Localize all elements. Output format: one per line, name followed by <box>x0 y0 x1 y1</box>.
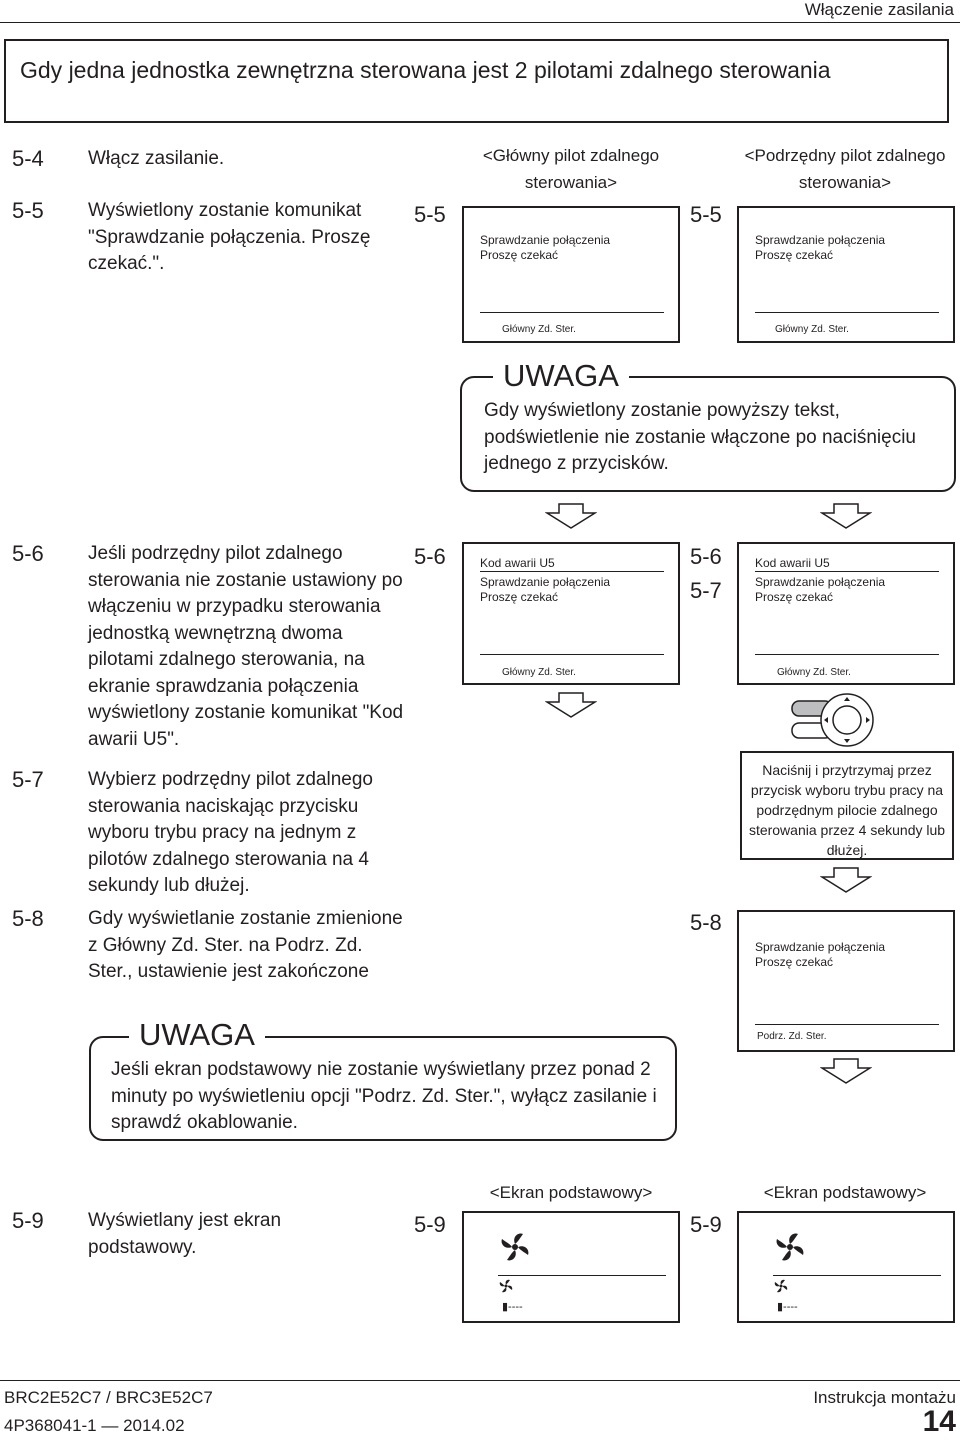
step-text: Wyświetlony zostanie komunikat "Sprawdzanie połączenia. Proszę czekać.". <box>88 200 371 274</box>
model-number: BRC2E52C7 / BRC3E52C7 <box>4 1388 213 1407</box>
diagram-step-number: 5-8 <box>690 910 722 935</box>
screen-footer: Podrz. Zd. Ster. <box>757 1031 827 1042</box>
step-number: 5-4 <box>12 146 44 171</box>
fan-level-indicator: ▮---- <box>777 1301 798 1313</box>
fan-icon <box>498 1230 532 1264</box>
screen-line: Proszę czekać <box>480 248 559 262</box>
remote-screen-basic-sub <box>737 1211 955 1323</box>
step-text: Gdy wyświetlanie zostanie zmienione z Główny Zd. Ster. na Podrz. Zd. Ster., ustawienie jest zakończone <box>88 908 403 982</box>
screen-divider <box>773 1275 941 1276</box>
step-number: 5-8 <box>12 906 44 931</box>
fan-small-icon <box>773 1278 789 1294</box>
screen-footer: Główny Zd. Ster. <box>775 324 849 335</box>
screen-line: Kod awarii U5 <box>755 556 830 570</box>
arrow-down-icon <box>545 692 597 719</box>
screen-footer: Główny Zd. Ster. <box>502 324 576 335</box>
arrow-down-icon <box>545 503 597 530</box>
basic-screen-label: <Ekran podstawowy> <box>489 1183 653 1202</box>
diagram-step-number: 5-5 <box>690 202 722 227</box>
page-number: 14 <box>922 1405 956 1438</box>
screen-divider <box>480 312 664 313</box>
document-id: 4P368041-1 — 2014.02 <box>4 1416 185 1435</box>
screen-line: Proszę czekać <box>755 590 834 604</box>
step-text: Wybierz podrzędny pilot zdalnego sterowania naciskając przycisku wyboru trybu pracy na jednym z pilotów zdalnego sterowania na 4 sekundy lub dłużej. <box>88 769 373 896</box>
remote-screen-main-checking <box>462 206 680 343</box>
screen-line: Kod awarii U5 <box>480 556 555 570</box>
footer-divider <box>0 1380 960 1381</box>
diagram-step-number: 5-9 <box>690 1212 722 1237</box>
screen-line: Sprawdzanie połączenia <box>755 233 886 247</box>
screen-footer: Główny Zd. Ster. <box>777 667 851 678</box>
fan-icon <box>773 1230 807 1264</box>
remote-screen-sub-checking <box>737 206 955 343</box>
fan-small-icon <box>498 1278 514 1294</box>
step-text: Wyświetlany jest ekran podstawowy. <box>88 1210 282 1258</box>
diagram-step-number: 5-6 <box>414 544 446 569</box>
screen-line: Proszę czekać <box>755 955 834 969</box>
arrow-down-icon <box>820 1058 872 1085</box>
screen-divider <box>755 654 939 655</box>
instruction-box: Naciśnij i przytrzymaj przez przycisk wyboru trybu pracy na podrzędnym pilocie zdalnego sterowania przez 4 sekundy lub dłużej. <box>740 751 954 860</box>
remote-screen-basic-main <box>462 1211 680 1323</box>
note-text: Gdy wyświetlony zostanie powyższy tekst, podświetlenie nie zostanie włączone po naciśnięciu jednego z przycisków. <box>484 400 916 474</box>
screen-divider <box>480 654 664 655</box>
screen-line: Sprawdzanie połączenia <box>755 940 886 954</box>
section-title: Włączenie zasilania <box>804 0 954 19</box>
step-number: 5-7 <box>12 767 44 792</box>
screen-footer: Główny Zd. Ster. <box>502 667 576 678</box>
remote-screen-sub-set <box>737 910 955 1052</box>
step-text: Włącz zasilanie. <box>88 148 225 169</box>
step-number: 5-9 <box>12 1208 44 1233</box>
diagram-step-number: 5-5 <box>414 202 446 227</box>
step-text: Jeśli podrzędny pilot zdalnego sterowania nie zostanie ustawiony po włączeniu w przypadku sterowania jednostką wewnętrzną dwoma pilotami zdalnego sterowania, na ekranie sprawdzania połączenia wyświetlony zostanie komunikat "Kod awarii U5". <box>88 543 404 750</box>
remote-screen-main-error <box>462 542 680 685</box>
screen-divider <box>480 571 664 572</box>
note-title: UWAGA <box>493 358 629 394</box>
remote-screen-sub-error <box>737 542 955 685</box>
banner-title: Gdy jedna jednostka zewnętrzna sterowana jest 2 pilotami zdalnego sterowania <box>20 57 831 83</box>
step-number: 5-6 <box>12 541 44 566</box>
screen-line: Sprawdzanie połączenia <box>480 575 611 589</box>
fan-level-indicator: ▮---- <box>502 1301 523 1313</box>
basic-screen-label: <Ekran podstawowy> <box>763 1183 927 1202</box>
diagram-step-number: 5-6 <box>690 544 722 569</box>
note-title: UWAGA <box>129 1017 265 1053</box>
screen-line: Proszę czekać <box>755 248 834 262</box>
arrow-down-icon <box>820 867 872 894</box>
remote-controller-icon <box>784 690 904 750</box>
step-number: 5-5 <box>12 198 44 223</box>
main-remote-label: <Główny pilot zdalnego sterowania> <box>482 146 660 192</box>
manual-title: Instrukcja montażu <box>813 1388 956 1407</box>
screen-line: Sprawdzanie połączenia <box>480 233 611 247</box>
screen-line: Sprawdzanie połączenia <box>755 575 886 589</box>
diagram-step-number: 5-9 <box>414 1212 446 1237</box>
screen-divider <box>755 1024 939 1025</box>
header-divider <box>0 22 960 23</box>
screen-divider <box>755 571 939 572</box>
sub-remote-label: <Podrzędny pilot zdalnego sterowania> <box>744 146 946 192</box>
note-text: Jeśli ekran podstawowy nie zostanie wyświetlany przez ponad 2 minuty po wyświetleniu opcji "Podrz. Zd. Ster.", wyłącz zasilanie i sprawdź okablowanie. <box>111 1059 657 1133</box>
diagram-step-number: 5-7 <box>690 578 722 603</box>
screen-line: Proszę czekać <box>480 590 559 604</box>
screen-divider <box>498 1275 666 1276</box>
screen-divider <box>755 312 939 313</box>
arrow-down-icon <box>820 503 872 530</box>
